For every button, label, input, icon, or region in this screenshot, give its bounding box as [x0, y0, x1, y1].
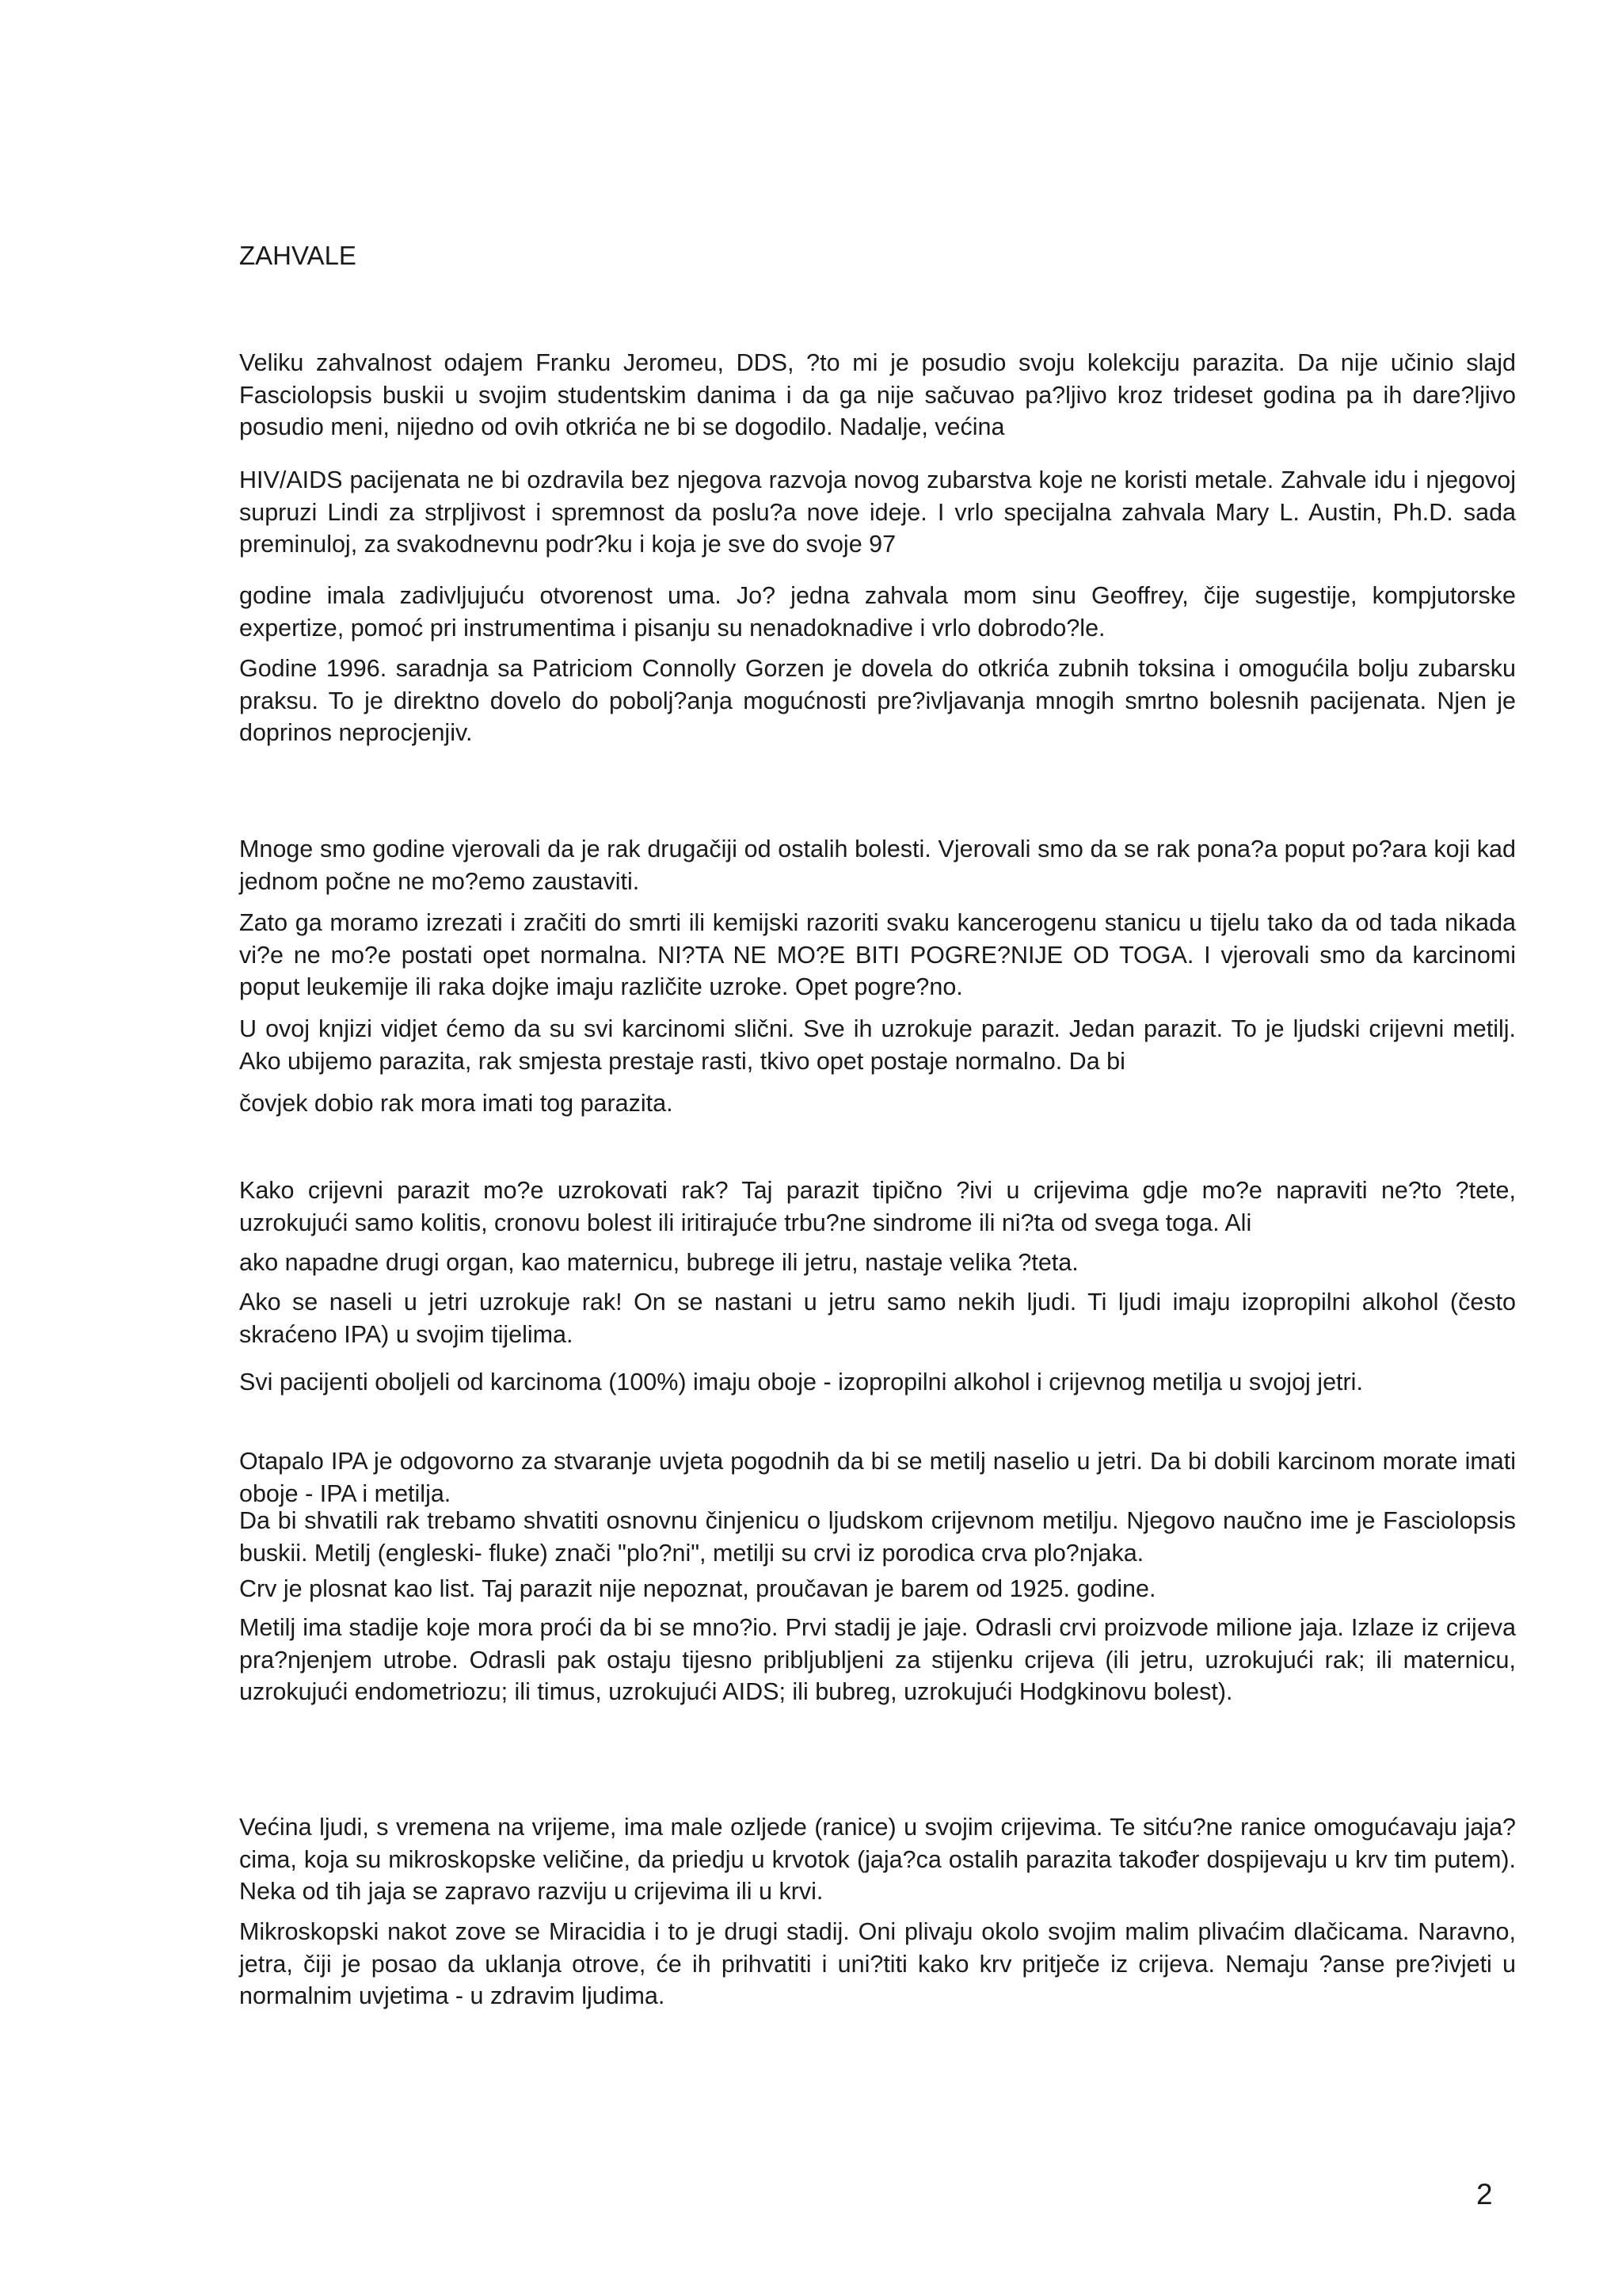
paragraph-cancer-parasite: U ovoj knjizi vidjet ćemo da su svi karcinomi slični. Sve ih uzrokuje parazit. Jedan parazit. To je ljudski crijevni metilj. Ako ubijemo parazita, rak smjesta prestaje rasti, tkivo opet postaje normalno. Da bi: [239, 1015, 1516, 1075]
paragraph-acknowledgment-geoffrey: godine imala zadivljujuću otvorenost uma. Jo? jedna zahvala mom sinu Geoffrey, čije sugestije, kompjutorske expertize, pomoć pri instrumentima i pisanju su nenadoknadive i vrlo dobrodo?le.: [239, 582, 1516, 642]
paragraph-acknowledgment-lindi-austin: HIV/AIDS pacijenata ne bi ozdravila bez njegova razvoja novog zubarstva koje ne koristi metale. Zahvale idu i njegovoj supruzi Lindi za strpljivost i spremnost da poslu?a nove ideje. I vrlo specijalna zahvala Mary L. Austin, Ph.D. sada preminuloj, za svakodnevnu podr?ku i koja je sve do svoje 97: [239, 466, 1516, 558]
paragraph-fluke-stages: Metilj ima stadije koje mora proći da bi se mno?io. Prvi stadij je jaje. Odrasli crvi proizvode milione jaja. Izlaze iz crijeva pra?njenjem utrobe. Odrasli pak ostaju tijesno pribljubljeni za stijenku crijeva (ili jetru, uzrokujući rak; ili maternicu, uzrokujući endometriozu; ili timus, uzrokujući AIDS; ili bubreg, uzrokujući Hodgkinovu bolest).: [239, 1614, 1516, 1705]
paragraph-cancer-belief: Mnoge smo godine vjerovali da je rak drugačiji od ostalih bolesti. Vjerovali smo da se rak pona?a poput po?ara koji kad jednom počne ne mo?emo zaustaviti.: [239, 836, 1516, 895]
paragraph-liver-ipa: Ako se naseli u jetri uzrokuje rak! On se nastani u jetru samo nekih ljudi. Ti ljudi imaju izopropilni alkohol (često skraćeno IPA) u svojim tijelima.: [239, 1289, 1516, 1348]
paragraph-cancer-parasite-end: čovjek dobio rak mora imati tog parazita.: [239, 1090, 673, 1117]
paragraph-miracidia: Mikroskopski nakot zove se Miracidia i to je drugi stadij. Oni plivaju okolo svojim malim plivaćim dlačicama. Naravno, jetra, čiji je posao da uklanja otrove, će ih prihvatiti i uni?titi kako krv pritječe iz crijeva. Nemaju ?anse pre?ivjeti u normalnim uvjetima - u zdravim ljudima.: [239, 1918, 1516, 2009]
paragraph-intestinal-parasite: Kako crijevni parazit mo?e uzrokovati rak? Taj parazit tipično ?ivi u crijevima gdje mo?e napraviti ne?to ?tete, uzrokujući samo kolitis, cronovu bolest ili iritirajuće trbu?ne sindrome ili ni?ta od svega toga. Ali: [239, 1177, 1516, 1236]
paragraph-acknowledgment-gorzen: Godine 1996. saradnja sa Patriciom Connolly Gorzen je dovela do otkrića zubnih toksina i omogućila bolju zubarsku praksu. To je direktno dovelo do pobolj?anja mogućnosti pre?ivljavanja mnogih smrtno bolesnih pacijenata. Njen je doprinos neprocjenjiv.: [239, 655, 1516, 746]
paragraph-acknowledgment-jerome: Veliku zahvalnost odajem Franku Jeromeu, DDS, ?to mi je posudio svoju kolekciju parazita. Da nije učinio slajd Fasciolopsis buskii u svojim studentskim danima i da ga nije sačuvao pa?ljivo kroz trideset godina pa ih dare?ljivo posudio meni, nijedno od ovih otkrića ne bi se dogodilo. Nadalje, većina: [239, 349, 1516, 440]
paragraph-organ-damage: ako napadne drugi organ, kao maternicu, bubrege ili jetru, nastaje velika ?teta.: [239, 1249, 1079, 1276]
paragraph-flat-worm: Crv je plosnat kao list. Taj parazit nije nepoznat, proučavan je barem od 1925. godine.: [239, 1575, 1156, 1602]
paragraph-ipa-solvent: Otapalo IPA je odgovorno za stvaranje uvjeta pogodnih da bi se metilj naselio u jetri. Da bi dobili karcinom morate imati oboje - IPA i metilja.: [239, 1448, 1516, 1507]
page-title: ZAHVALE: [239, 241, 356, 270]
paragraph-intestinal-lesions: Većina ljudi, s vremena na vrijeme, ima male ozljede (ranice) u svojim crijevima. Te sitću?ne ranice omogućavaju jaja?cima, koja su mikroskopske veličine, da priedju u krvotok (jaja?ca ostalih parazita također dospijevaju u krv tim putem). Neka od tih jaja se zapravo razviju u crijevima ili u krvi.: [239, 1814, 1516, 1905]
paragraph-all-patients: Svi pacijenti oboljeli od karcinoma (100%) imaju oboje - izopropilni alkohol i crijevnog metilja u svojoj jetri.: [239, 1369, 1363, 1395]
paragraph-cancer-treatment: Zato ga moramo izrezati i zračiti do smrti ili kemijski razoriti svaku kancerogenu stanicu u tijelu tako da od tada nikada vi?e ne mo?e postati opet normalna. NI?TA NE MO?E BITI POGRE?NIJE OD TOGA. I vjerovali smo da karcinomi poput leukemije ili raka dojke imaju različite uzroke. Opet pogre?no.: [239, 909, 1516, 1000]
page-number: 2: [1476, 2178, 1493, 2210]
paragraph-fluke-facts: Da bi shvatili rak trebamo shvatiti osnovnu činjenicu o ljudskom crijevnom metilju. Njegovo naučno ime je Fasciolopsis buskii. Metilj (engleski- fluke) znači "plo?ni", metilji su crvi iz porodica crva plo?njaka.: [239, 1507, 1516, 1567]
